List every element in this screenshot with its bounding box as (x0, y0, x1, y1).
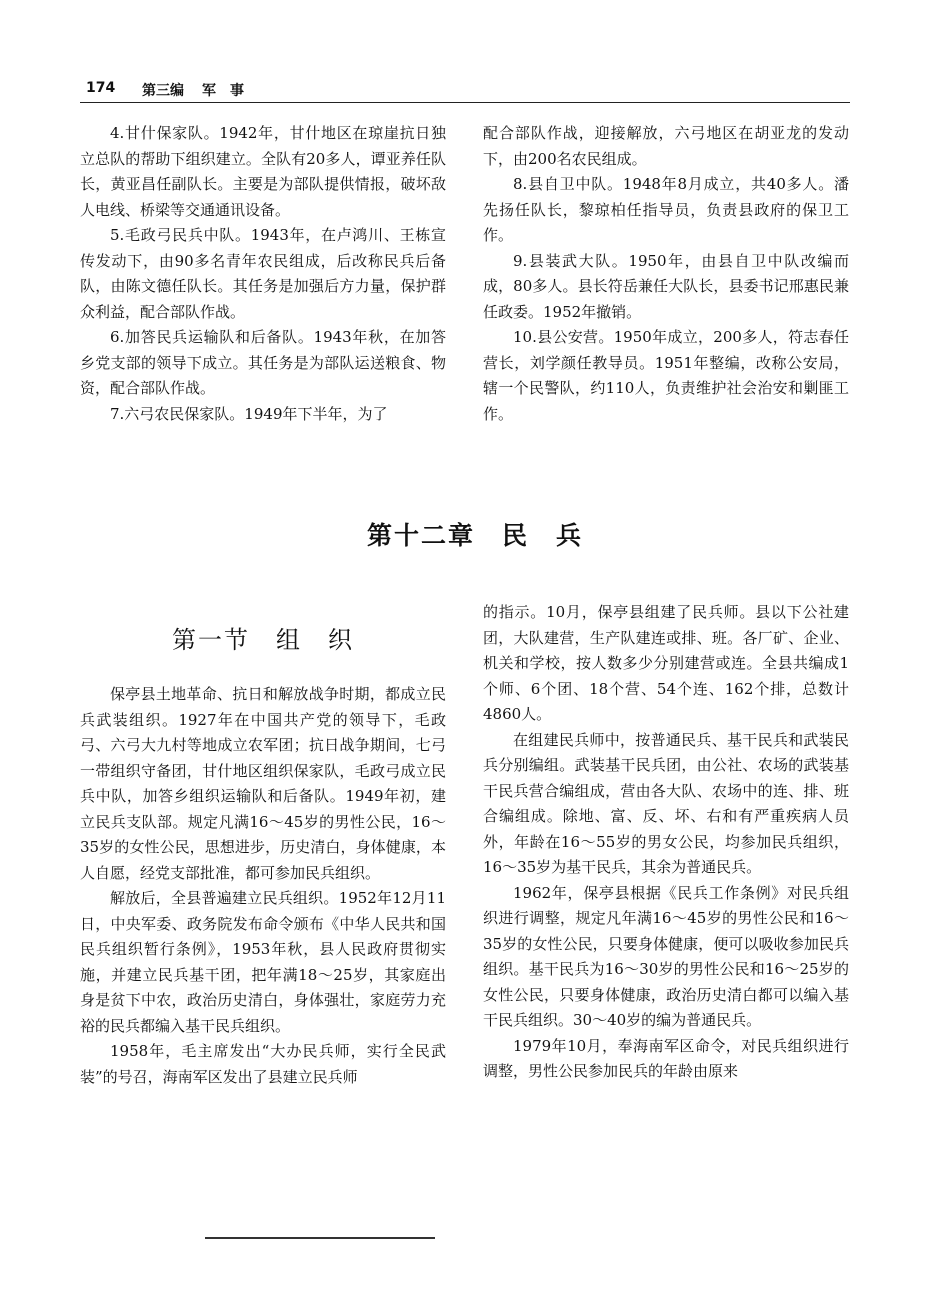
page-header (80, 76, 850, 103)
paragraph: 1962年，保亭县根据《民兵工作条例》对民兵组织进行调整，规定凡年满16～45岁的男性公民和16～35岁的女性公民，只要身体健康，便可以吸收参加民兵组织。基干民兵为16～30岁的男性公民和16～25岁的女性公民，只要身体健康，政治历史清白都可以编入基干民兵组织。30～40岁的编为普通民兵。 (483, 883, 849, 1029)
top-left-column (80, 121, 446, 427)
paragraph: 7.六弓农民保家队。1949年下半年，为了 (110, 404, 388, 423)
subject-label: 军 事 (202, 83, 244, 99)
paragraph: 1979年10月，奉海南军区命令，对民兵组织进行调整，男性公民参加民兵的年龄由原来 (483, 1036, 849, 1080)
paragraph: 5.毛政弓民兵中队。1943年，在卢鸿川、王栋宣传发动下，由90多名青年农民组成，后改称民兵后备队，由陈文德任队长。其任务是加强后方力量，保护群众利益，配合部队作战。 (80, 226, 446, 321)
chapter-title: 第十二章 民 兵 (366, 521, 583, 550)
paragraph: 1958年，毛主席发出“大办民兵师，实行全民武装”的号召，海南军区发出了县建立民兵师 (80, 1042, 446, 1086)
paragraph: 4.甘什保家队。1942年，甘什地区在琼崖抗日独立总队的帮助下组织建立。全队有20多人，谭亚养任队长，黄亚昌任副队长。主要是为部队提供情报，破坏敌人电线、桥梁等交通通讯设备。 (80, 124, 446, 219)
bottom-left-column (80, 682, 446, 1090)
footer-rule (205, 1237, 435, 1239)
paragraph-continued: 的指示。10月，保亭县组建了民兵师。县以下公社建团，大队建营，生产队建连或排、班。各厂矿、企业、机关和学校，按人数多少分别建营或连。全县共编成1个师、6个团、18个营、54个连、162个排，总数计4860人。 (483, 603, 849, 723)
paragraph: 10.县公安营。1950年成立，200多人，符志春任营长，刘学颜任教导员。1951年整编，改称公安局，辖一个民警队，约110人，负责维护社会治安和剿匪工作。 (483, 328, 849, 423)
paragraph: 6.加答民兵运输队和后备队。1943年秋，在加答乡党支部的领导下成立。其任务是为部队运送粮食、物资，配合部队作战。 (80, 328, 446, 397)
part-label: 第三编 (142, 83, 184, 99)
paragraph-continued: 配合部队作战，迎接解放，六弓地区在胡亚龙的发动下，由200名农民组成。 (483, 124, 849, 168)
paragraph: 9.县装武大队。1950年，由县自卫中队改编而成，80多人。县长符岳兼任大队长，县委书记邢惠民兼任政委。1952年撤销。 (483, 251, 849, 321)
paragraph: 解放后，全县普遍建立民兵组织。1952年12月11日，中央军委、政务院发布命令颁布《中华人民共和国民兵组织暂行条例》，1953年秋，县人民政府贯彻实施，并建立民兵基干团，把年满18～25岁，其家庭出身是贫下中农，政治历史清白，身体强壮，家庭劳力充裕的民兵都编入基干民兵组织。 (80, 889, 446, 1035)
top-right-column (483, 121, 849, 427)
paragraph: 8.县自卫中队。1948年8月成立，共40多人。潘先扬任队长，黎琼柏任指导员，负责县政府的保卫工作。 (483, 175, 849, 244)
paragraph: 在组建民兵师中，按普通民兵、基干民兵和武装民兵分别编组。武装基干民兵团，由公社、农场的武装基干民兵营合编组成，营由各大队、农场中的连、排、班合编组成。除地、富、反、坏、右和有严重疾病人员外，年龄在16～55岁的男女公民，均参加民兵组织，16～35岁为基干民兵，其余为普通民兵。 (483, 730, 849, 876)
bottom-right-column (483, 600, 849, 1085)
section-title: 第一节 组 织 (172, 626, 354, 654)
page-number: 174 (86, 80, 116, 96)
paragraph: 保亭县土地革命、抗日和解放战争时期，都成立民兵武装组织。1927年在中国共产党的领导下，毛政弓、六弓大九村等地成立农军团；抗日战争期间，七弓一带组织守备团，甘什地区组织保家队，毛政弓成立民兵中队，加答乡组织运输队和后备队。1949年初，建立民兵支队部。规定凡满16～45岁的男性公民，16～35岁的女性公民，思想进步，历史清白，身体健康，本人自愿，经党支部批准，都可参加民兵组织。 (80, 685, 446, 882)
